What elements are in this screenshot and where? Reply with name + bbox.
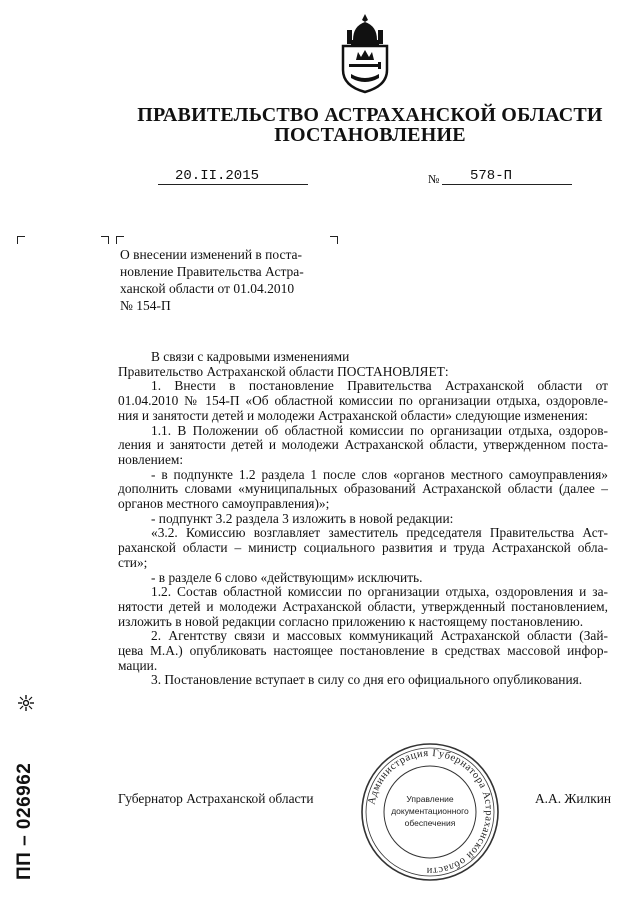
body-line: 3. Постановление вступает в силу со дня его официального опубликования. [151, 672, 583, 688]
body-line: мации. [118, 657, 158, 673]
document-number: 578-П [470, 168, 513, 184]
ornament-icon [17, 694, 35, 712]
body-line: органов местного самоуправления)»; [118, 496, 330, 512]
body-line: сти»; [118, 554, 148, 570]
subject-line: № 154-П [120, 298, 171, 313]
body-line: нятости детей и молодежи Астраханской области, утвержденный постановлением, [118, 598, 608, 614]
body-line: новлением: [118, 451, 184, 467]
body-line: раханской области – министр социального развития и труда Астраханской обла- [118, 540, 608, 556]
document-subject [120, 246, 338, 314]
body-line: 1.2. Состав областной комиссии по организации отдыха, оздоровления и за- [151, 584, 608, 600]
body-line: 01.04.2010 № 154-П «Об областной комиссии по организации отдыха, оздоровле- [118, 393, 608, 409]
subject-corner-mark [330, 236, 338, 244]
subject-corner-mark [101, 236, 109, 244]
body-line: - в разделе 6 слово «действующим» исключить. [151, 569, 423, 585]
stamp-inner-line: Управление [406, 794, 454, 804]
coat-of-arms-emblem [339, 12, 391, 94]
margin-corner-mark [17, 236, 25, 244]
subject-line: новление Правительства Астра- [120, 264, 304, 279]
body-line: В связи с кадровыми изменениями [151, 349, 350, 364]
body-line: ления и занятости детей и молодежи Астраханской области, утвержденном поста- [118, 437, 608, 453]
stamp-inner-line: документационного [391, 806, 469, 816]
official-seal-stamp [358, 740, 502, 884]
signatory-name: А.А. Жилкин [535, 791, 612, 806]
document-body [118, 350, 608, 688]
signatory-title: Губернатор Астраханской области [118, 791, 314, 806]
subject-corner-mark [116, 236, 124, 244]
document-type-heading: ПОСТАНОВЛЕНИЕ [274, 124, 466, 146]
body-line: 2. Агентству связи и массовых коммуникаций Астраханской области (Зай- [151, 628, 608, 644]
date-underline [158, 184, 308, 185]
body-line: 1. Внести в постановление Правительства Астраханской области от [151, 378, 608, 394]
document-date: 20.II.2015 [175, 168, 260, 184]
body-line: дополнить словами «муниципальных образований Астраханской области (далее – [118, 481, 608, 497]
subject-line: О внесении изменений в поста- [120, 247, 303, 262]
body-line: «3.2. Комиссию возглавляет заместитель председателя Правительства Аст- [151, 525, 608, 541]
body-line: изложить в новой редакции согласно приложению к настоящему постановлению. [118, 613, 584, 629]
number-sign: № [428, 172, 440, 186]
body-line: цева М.А.) опубликовать настоящее постановление в средствах массовой инфор- [118, 643, 608, 659]
body-line: Правительство Астраханской области ПОСТАНОВЛЯЕТ: [118, 363, 449, 379]
form-serial-number: ПП – 026962 [14, 762, 35, 880]
subject-line: ханской области от 01.04.2010 [120, 281, 295, 296]
stamp-inner-line: обеспечения [404, 818, 456, 828]
body-line: - подпункт 3.2 раздела 3 изложить в новой редакции: [151, 510, 454, 526]
form-serial [10, 700, 40, 880]
government-heading: ПРАВИТЕЛЬСТВО АСТРАХАНСКОЙ ОБЛАСТИ [137, 104, 603, 126]
body-line: - в подпункте 1.2 раздела 1 после слов «органов местного самоуправления» [151, 466, 608, 482]
body-line: 1.1. В Положении об областной комиссии по организации отдыха, оздоров- [151, 422, 608, 438]
stamp-outer-text: Администрация Губернатора Астраханской области [366, 747, 495, 877]
number-underline [442, 184, 572, 185]
body-line: ния и занятости детей и молодежи Астраханской области» следующие изменения: [118, 407, 589, 423]
